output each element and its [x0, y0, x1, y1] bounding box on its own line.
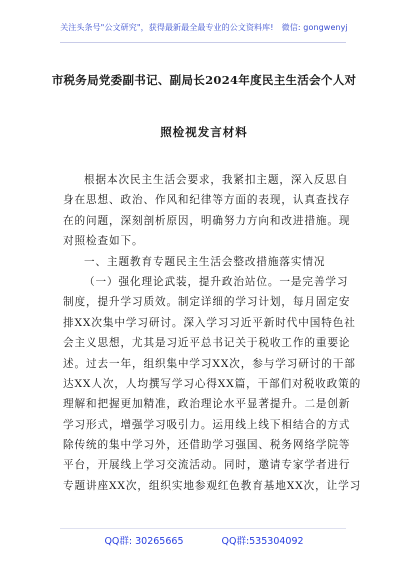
body-line: 排XX次集中学习研讨。深入学习习近平新时代中国特色社: [63, 316, 356, 329]
body-line: 专题讲座XX次，组织实地参观红色教育基地XX次，让学习: [63, 479, 362, 492]
body-line: 制度，提升学习质效。制定详细的学习计划，每月固定安: [63, 296, 351, 309]
document-title-line-1: 市税务局党委副书记、副局长2024年度民主生活会个人对: [51, 73, 357, 87]
promo-banner: 关注头条号"公文研究"，获得最新最全最专业的公文资料库! 微信: gongwenyj: [60, 23, 348, 32]
document-body: [63, 170, 362, 496]
footer: [0, 533, 408, 547]
banner-divider: [60, 42, 346, 43]
footer-qq-group-1: QQ群: 30265665: [104, 536, 184, 547]
body-line: 达XX人次，人均撰写学习心得XX篇，干部们对税收政策的: [63, 377, 362, 390]
body-line: 会主义思想，尤其是习近平总书记关于税收工作的重要论: [63, 337, 351, 350]
body-line: 平台，开展线上学习交流活动。同时，邀请专家学者进行: [63, 459, 351, 472]
body-line: （一）强化理论武装，提升政治站位。一是完善学习: [84, 275, 349, 288]
footer-divider: [60, 528, 346, 529]
body-line: 理解和把握更加精准，政治理论水平显著提升。二是创新: [63, 398, 351, 411]
body-line: 身在思想、政治、作风和纪律等方面的表现，认真查找存: [63, 194, 351, 207]
section-heading: 一、主题教育专题民主生活会整改措施落实情况: [84, 255, 326, 268]
body-line: 除传统的集中学习外，还借助学习强国、税务网络学院等: [63, 439, 351, 452]
body-line: 在的问题，深刻剖析原因，明确努力方向和改进措施。现: [63, 214, 351, 227]
document-title-line-2: 照检视发言材料: [160, 125, 248, 139]
footer-qq-group-2: QQ群:535304092: [221, 536, 304, 547]
body-line: 对照检查如下。: [63, 235, 144, 248]
body-line: 学习形式，增强学习吸引力。运用线上线下相结合的方式: [63, 418, 351, 431]
body-line: 述。过去一年，组织集中学习XX次，参与学习研讨的干部: [63, 357, 356, 370]
body-line: 根据本次民主生活会要求，我紧扣主题，深入反思自: [84, 174, 349, 186]
